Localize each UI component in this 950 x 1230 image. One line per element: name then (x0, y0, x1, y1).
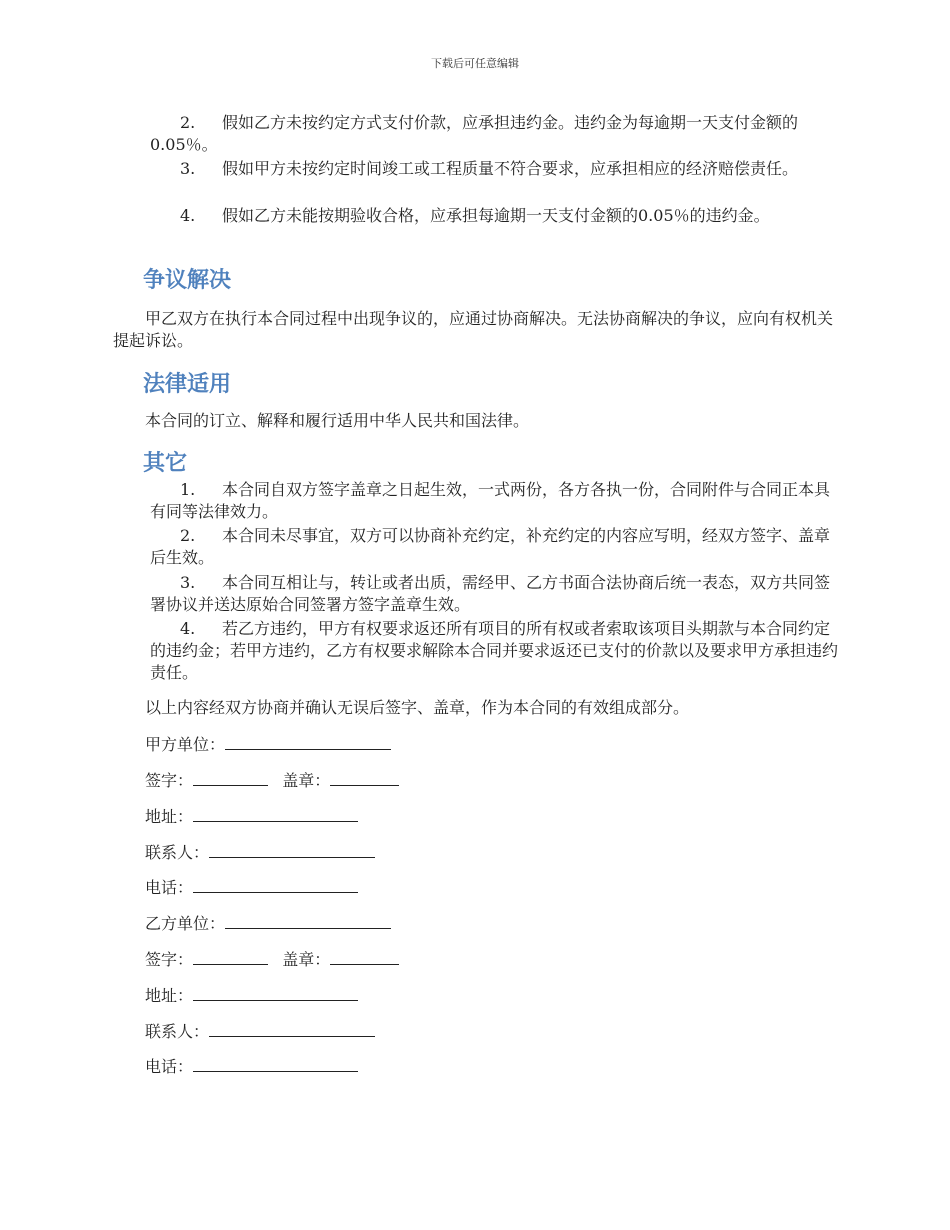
party-b-phone-field[interactable] (193, 1055, 358, 1072)
party-b-phone-row (145, 1055, 358, 1078)
item-number: 1. (180, 480, 196, 499)
party-b-sign-field[interactable] (193, 948, 268, 965)
party-b-unit-label: 乙方单位： (145, 914, 226, 933)
party-b-address-field[interactable] (193, 984, 358, 1001)
item-text: 若乙方违约，甲方有权要求返还所有项目的所有权或者索取该项目头期款与本合同约定的违约金；若甲方违约，乙方有权要求解除本合同并要求返还已支付的价款以及要求甲方承担违约责任。 (150, 619, 839, 682)
item-text: 假如甲方未按约定时间竣工或工程质量不符合要求，应承担相应的经济赔偿责任。 (222, 159, 799, 178)
party-b-sign-row (145, 948, 399, 971)
party-a-unit-field[interactable] (225, 733, 391, 750)
section-heading-dispute: 争议解决 (143, 268, 232, 293)
other-item (150, 618, 840, 684)
party-a-address-row (145, 805, 358, 828)
party-a-sign-row (145, 769, 399, 792)
party-a-phone-label: 电话： (145, 878, 194, 897)
party-a-address-field[interactable] (193, 805, 358, 822)
item-text: 本合同自双方签字盖章之日起生效，一式两份，各方各执一份，合同附件与合同正本具有同等法律效力。 (150, 480, 831, 521)
other-item (150, 525, 840, 569)
item-number: 4. (180, 619, 196, 638)
party-b-address-row (145, 984, 358, 1007)
item-number: 4. (180, 206, 196, 225)
party-a-sign-field[interactable] (193, 769, 268, 786)
party-b-unit-field[interactable] (225, 912, 391, 929)
section-heading-law: 法律适用 (143, 372, 232, 397)
party-b-phone-label: 电话： (145, 1057, 194, 1076)
party-a-sign-label: 签字： (145, 771, 194, 790)
item-text: 假如乙方未按约定方式支付价款，应承担违约金。违约金为每逾期一天支付金额的0.05％。 (150, 113, 799, 154)
party-a-contact-field[interactable] (209, 841, 375, 858)
party-b-unit-row (145, 912, 391, 935)
item-number: 2. (180, 526, 196, 545)
breach-item (150, 158, 840, 180)
party-a-unit-label: 甲方单位： (145, 735, 226, 754)
item-text: 本合同互相让与，转让或者出质，需经甲、乙方书面合法协商后统一表态，双方共同签署协议并送达原始合同签署方签字盖章生效。 (150, 573, 831, 614)
breach-item (150, 112, 840, 156)
breach-item (150, 205, 840, 227)
party-a-phone-row (145, 876, 358, 899)
item-text: 本合同未尽事宜，双方可以协商补充约定，补充约定的内容应写明，经双方签字、盖章后生效。 (150, 526, 831, 567)
other-item (150, 572, 840, 616)
party-b-seal-field[interactable] (330, 948, 399, 965)
party-b-sign-label: 签字： (145, 950, 194, 969)
party-b-seal-label: 盖章： (282, 950, 331, 969)
header-note: 下载后可任意编辑 (431, 57, 519, 70)
other-item (150, 479, 840, 523)
party-b-contact-label: 联系人： (145, 1022, 210, 1041)
party-b-address-label: 地址： (145, 986, 194, 1005)
party-a-unit-row (145, 733, 391, 756)
party-a-seal-field[interactable] (330, 769, 399, 786)
item-text: 假如乙方未能按期验收合格，应承担每逾期一天支付金额的0.05％的违约金。 (222, 206, 770, 225)
confirm-paragraph: 以上内容经双方协商并确认无误后签字、盖章，作为本合同的有效组成部分。 (145, 698, 690, 717)
party-a-contact-label: 联系人： (145, 843, 210, 862)
party-a-contact-row (145, 841, 375, 864)
party-b-contact-row (145, 1020, 375, 1043)
law-paragraph: 本合同的订立、解释和履行适用中华人民共和国法律。 (145, 411, 530, 430)
party-b-contact-field[interactable] (209, 1020, 375, 1037)
item-number: 2. (180, 113, 196, 132)
party-a-phone-field[interactable] (193, 876, 358, 893)
party-a-seal-label: 盖章： (282, 771, 331, 790)
dispute-paragraph: 甲乙双方在执行本合同过程中出现争议的，应通过协商解决。无法协商解决的争议，应向有权机关提起诉讼。 (113, 309, 834, 350)
party-a-address-label: 地址： (145, 807, 194, 826)
item-number: 3. (180, 573, 196, 592)
section-heading-other: 其它 (143, 451, 188, 476)
item-number: 3. (180, 159, 196, 178)
